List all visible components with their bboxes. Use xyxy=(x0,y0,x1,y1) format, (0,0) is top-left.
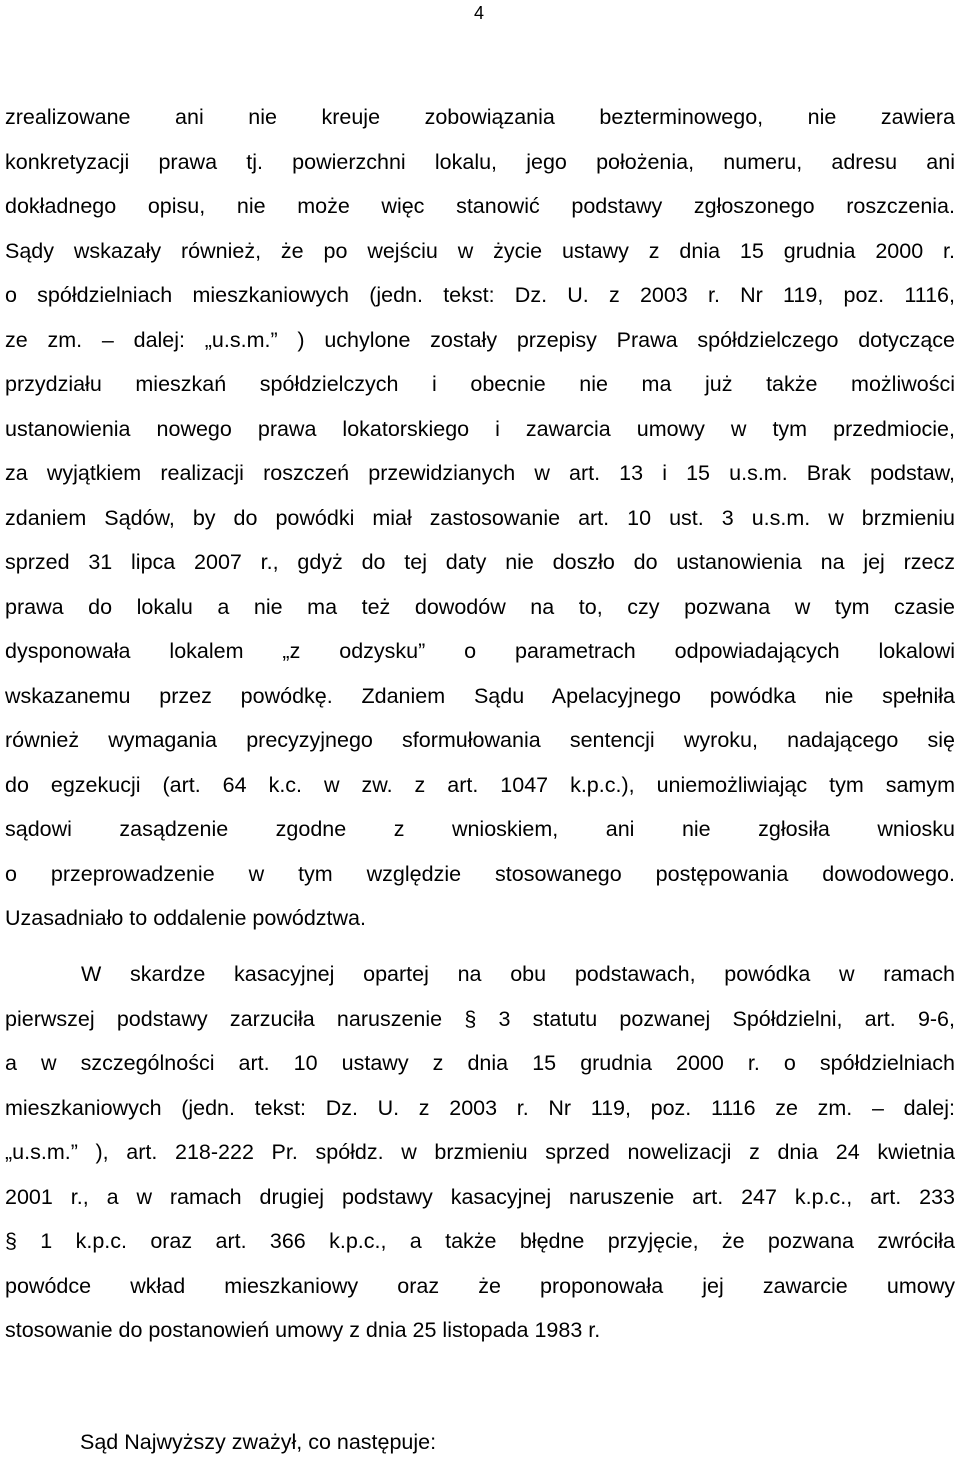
paragraph-line: sprzed 31 lipca 2007 r., gdyż do tej daty nie doszło do ustanowienia na jej rzecz xyxy=(5,550,955,574)
paragraph-line: mieszkaniowych (jedn. tekst: Dz. U. z 2003 r. Nr 119, poz. 1116 ze zm. – dalej: xyxy=(5,1095,955,1120)
paragraph-line: do egzekucji (art. 64 k.c. w zw. z art. 1047 k.p.c.), uniemożliwiając tym samym xyxy=(5,772,955,797)
paragraph-line: wskazanemu przez powódkę. Zdaniem Sądu Apelacyjnego powódka nie spełniła xyxy=(5,683,955,708)
paragraph-line: pierwszej podstawy zarzuciła naruszenie § 3 statutu pozwanej Spółdzielni, art. 9-6, xyxy=(5,1006,955,1031)
paragraph-line: Uzasadniało to oddalenie powództwa. xyxy=(5,906,366,930)
paragraph-2 xyxy=(5,958,955,1359)
paragraph-line: konkretyzacji prawa tj. powierzchni lokalu, jego położenia, numeru, adresu ani xyxy=(5,149,955,174)
paragraph-line: a w szczególności art. 10 ustawy z dnia 15 grudnia 2000 r. o spółdzielniach xyxy=(5,1051,955,1075)
section-heading: Sąd Najwyższy zważył, co następuje: xyxy=(80,1430,437,1454)
paragraph-line: W skardze kasacyjnej opartej na obu podstawach, powódka w ramach xyxy=(81,962,955,986)
page-number: 4 xyxy=(474,3,485,23)
paragraph-line: przydziału mieszkań spółdzielczych i obecnie nie ma już także możliwości xyxy=(5,372,955,396)
paragraph-line: § 1 k.p.c. oraz art. 366 k.p.c., a także błędne przyjęcie, że pozwana zwróciła xyxy=(5,1229,955,1253)
paragraph-line: również wymagania precyzyjnego sformułowania sentencji wyroku, nadającego się xyxy=(5,728,955,752)
paragraph-line: zdaniem Sądów, by do powódki miał zastosowanie art. 10 ust. 3 u.s.m. w brzmieniu xyxy=(5,505,955,530)
paragraph-line: dokładnego opisu, nie może więc stanowić podstawy zgłoszonego roszczenia. xyxy=(5,194,955,218)
paragraph-line: zrealizowane ani nie kreuje zobowiązania bezterminowego, nie zawiera xyxy=(5,105,955,129)
paragraph-line: prawa do lokalu a nie ma też dowodów na to, czy pozwana w tym czasie xyxy=(5,594,955,619)
paragraph-line: ze zm. – dalej: „u.s.m.” ) uchylone zostały przepisy Prawa spółdzielczego dotyczące xyxy=(5,327,955,352)
paragraph-line: powódce wkład mieszkaniowy oraz że proponowała jej zawarcie umowy xyxy=(5,1273,955,1298)
paragraph-line: dysponowała lokalem „z odzysku” o parametrach odpowiadających lokalowi xyxy=(5,639,955,663)
paragraph-line: stosowanie do postanowień umowy z dnia 25 listopada 1983 r. xyxy=(5,1318,601,1342)
paragraph-line: za wyjątkiem realizacji roszczeń przewidzianych w art. 13 i 15 u.s.m. Brak podstaw, xyxy=(5,461,955,485)
paragraph-line: Sądy wskazały również, że po wejściu w życie ustawy z dnia 15 grudnia 2000 r. xyxy=(5,238,955,263)
paragraph-line: ustanowienia nowego prawa lokatorskiego i zawarcia umowy w tym przedmiocie, xyxy=(5,416,955,441)
paragraph-line: o spółdzielniach mieszkaniowych (jedn. tekst: Dz. U. z 2003 r. Nr 119, poz. 1116, xyxy=(5,283,955,307)
paragraph-line: „u.s.m.” ), art. 218-222 Pr. spółdz. w brzmieniu sprzed nowelizacji z dnia 24 kwietnia xyxy=(5,1140,955,1164)
paragraph-1 xyxy=(5,101,955,947)
paragraph-line: 2001 r., a w ramach drugiej podstawy kasacyjnej naruszenie art. 247 k.p.c., art. 233 xyxy=(5,1184,955,1209)
paragraph-line: o przeprowadzenie w tym względzie stosowanego postępowania dowodowego. xyxy=(5,861,955,886)
paragraph-line: sądowi zasądzenie zgodne z wnioskiem, ani nie zgłosiła wniosku xyxy=(5,817,955,841)
